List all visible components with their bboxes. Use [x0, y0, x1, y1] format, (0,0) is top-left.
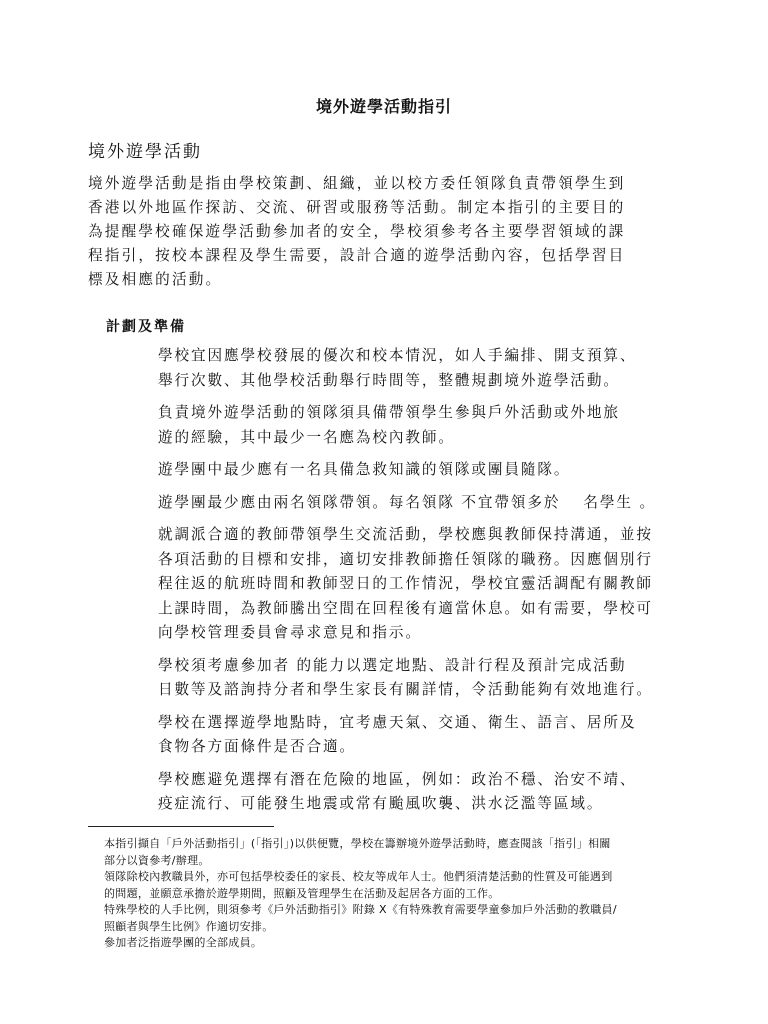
- item-line: 疫症流行、可能發生地震或常有颱風吹襲、洪水泛濫等區域。: [158, 795, 604, 812]
- footnote-line: 部分以資參考/辦理。: [104, 853, 210, 867]
- item-line: 遊的經驗，其中最少一名應為校內教師。: [158, 428, 455, 446]
- guideline-item: [158, 344, 718, 393]
- intro-paragraph: [88, 172, 688, 292]
- page-title: 境外遊學活動指引: [315, 97, 452, 116]
- intro-line: 境外遊學活動是指由學校策劃、組織，並以校方委任領隊負責帶領學生到: [88, 175, 626, 192]
- item-line: 就調派合適的教師帶領學生交流活動，學校應與教師保持溝通，並按: [158, 526, 653, 543]
- item-line: 向學校管理委員會尋求意見和指示。: [158, 624, 422, 641]
- guideline-item: [158, 654, 718, 703]
- section-heading: 境外遊學活動: [88, 142, 202, 162]
- item-line: 舉行次數、其他學校活動舉行時間等，整體規劃境外遊學活動。: [158, 371, 620, 389]
- item-line: 學校應避免選擇有潛在危險的地區，例如：政治不穩、治安不靖、: [158, 770, 637, 788]
- footnote-line: 特殊學校的人手比例，則須參考《戶外活動指引》附錄 X《有特殊教育需要學童參加戶外活動的教職員/: [104, 903, 617, 916]
- item-line: 遊學團中最少應有一名具備急救知識的領隊或團員隨隊。: [158, 461, 571, 478]
- footnotes: [104, 836, 704, 952]
- item-line: 學校在選擇遊學地點時，宜考慮天氣、交通、衛生、語言、居所及: [158, 713, 637, 731]
- item-line: 上課時間，為教師騰出空間在回程後有適當休息。如有需要，學校可: [158, 599, 653, 617]
- intro-line: 香港以外地區作探訪、交流、研習或服務等活動。制定本指引的主要目的: [88, 199, 626, 216]
- item-line: 學校須考慮參加者 的能力以選定地點、設計行程及預計完成活動: [158, 656, 627, 674]
- item-line: 食物各方面條件是否合適。: [158, 738, 356, 755]
- guideline-list: [158, 344, 718, 825]
- guideline-item: [158, 768, 718, 817]
- item-line: 負責境外遊學活動的領隊須具備帶領學生參與戶外活動或外地旅: [158, 404, 620, 421]
- footnote-line: 領隊除校內教職員外，亦可包括學校委任的家長、校友等成年人士。他們須清楚活動的性質及可能遇到: [104, 870, 613, 883]
- guideline-item: [158, 711, 718, 760]
- guideline-item: [158, 458, 718, 483]
- footnote-line: 本指引擷自「戶外活動指引」(「指引」)以供便覽，學校在籌辦境外遊學活動時，應查閱該「指引」相關: [104, 837, 611, 850]
- footnote-line: 照顧者與學生比例》作適切安排。: [104, 919, 274, 933]
- sub-heading-planning: 計劃及準備: [106, 319, 186, 335]
- intro-line: 標及相應的活動。: [88, 271, 223, 288]
- intro-line: 為提醒學校確保遊學活動參加者的安全，學校須參考各主要學習領域的課: [88, 223, 626, 240]
- footnote-divider: [88, 826, 274, 827]
- intro-line: 程指引，按校本課程及學生需要，設計合適的遊學活動內容，包括學習目: [88, 247, 626, 264]
- item-line: 日數等及諮詢持分者和學生家長有關詳情，令活動能夠有效地進行。: [158, 681, 653, 698]
- item-line: 程往返的航班時間和教師翌日的工作情況，學校宜靈活調配有關教師: [158, 575, 653, 592]
- guideline-item: [158, 401, 718, 450]
- footnote-line: 的問題，並願意承擔於遊學期間，照顧及管理學生在活動及起居各方面的工作。: [104, 886, 500, 900]
- item-line: 各項活動的目標和安排，適切安排教師擔任領隊的職務。因應個別行: [158, 550, 653, 568]
- guideline-item: [158, 491, 718, 516]
- item-line: 遊學團最少應由兩名領隊帶領。每名領隊 不宜帶領多於 名學生 。: [158, 493, 656, 511]
- guideline-item: [158, 523, 718, 646]
- item-line: 學校宜因應學校發展的優次和校本情況，如人手編排、開支預算、: [158, 347, 637, 364]
- footnote-line: 參加者泛指遊學團的全部成員。: [104, 936, 263, 949]
